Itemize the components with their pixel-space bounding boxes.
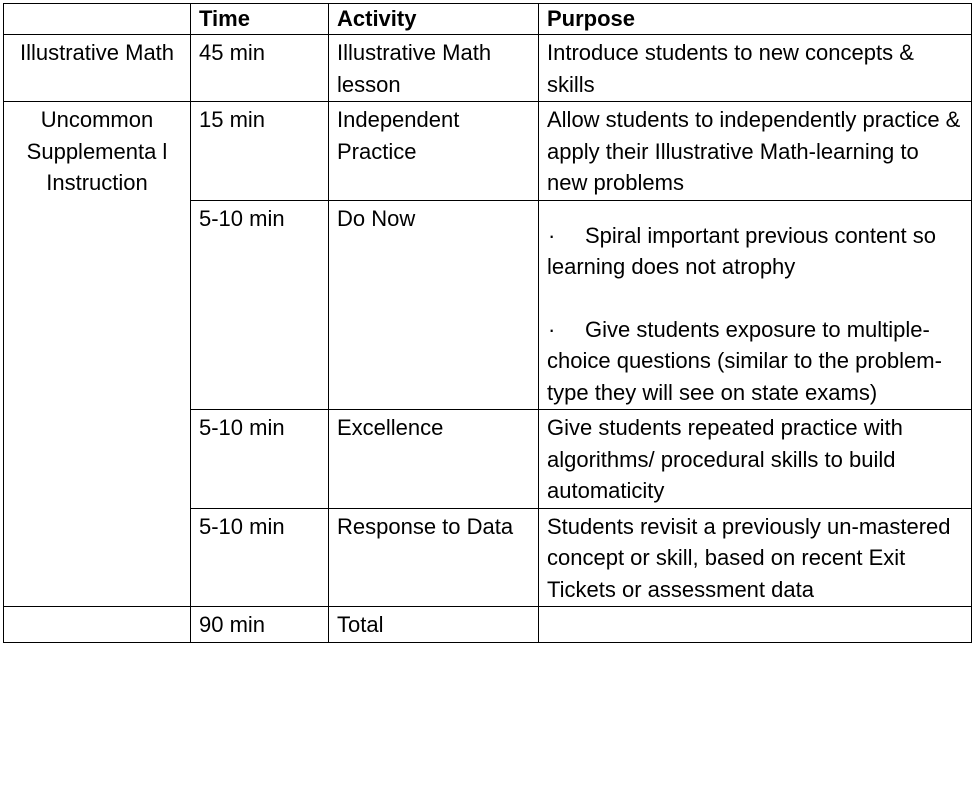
activity-cell: Independent Practice: [329, 102, 539, 201]
table-row: [4, 102, 972, 201]
purpose-cell: Introduce students to new concepts & skills: [539, 35, 972, 102]
purpose-cell-bullets: [539, 200, 972, 410]
group-cell-empty: [4, 607, 191, 643]
activity-cell: Excellence: [329, 410, 539, 509]
time-cell: 5-10 min: [191, 200, 329, 410]
header-activity: Activity: [329, 4, 539, 35]
time-cell: 45 min: [191, 35, 329, 102]
bullet-marker: ·: [548, 222, 556, 248]
activity-cell: Illustrative Math lesson: [329, 35, 539, 102]
activity-cell: Do Now: [329, 200, 539, 410]
purpose-cell: Allow students to independently practice & apply their Illustrative Math-learning to new problems: [539, 102, 972, 201]
header-purpose: Purpose: [539, 4, 972, 35]
table-row: [4, 35, 972, 102]
purpose-cell: Give students repeated practice with algorithms/ procedural skills to build automaticity: [539, 410, 972, 509]
bullet-text: Give students exposure to multiple-choice questions (similar to the problem-type they will see on state exams): [547, 316, 942, 405]
header-group-cell: [4, 4, 191, 35]
time-cell: 15 min: [191, 102, 329, 201]
total-label-cell: Total: [329, 607, 539, 643]
total-time-cell: 90 min: [191, 607, 329, 643]
bullet-item: [547, 314, 963, 409]
schedule-table: [3, 3, 972, 643]
bullet-text: Spiral important previous content so learning does not atrophy: [547, 222, 936, 279]
time-cell: 5-10 min: [191, 508, 329, 607]
group-cell-uncommon-supplemental: Uncommon Supplementa l Instruction: [4, 102, 191, 607]
group-cell-illustrative-math: Illustrative Math: [4, 35, 191, 102]
purpose-cell: Students revisit a previously un-mastered concept or skill, based on recent Exit Tickets or assessment data: [539, 508, 972, 607]
purpose-cell-empty: [539, 607, 972, 643]
header-row: [4, 4, 972, 35]
header-time: Time: [191, 4, 329, 35]
bullet-item: [547, 220, 963, 283]
total-row: [4, 607, 972, 643]
bullet-marker: ·: [548, 316, 556, 342]
activity-cell: Response to Data: [329, 508, 539, 607]
time-cell: 5-10 min: [191, 410, 329, 509]
